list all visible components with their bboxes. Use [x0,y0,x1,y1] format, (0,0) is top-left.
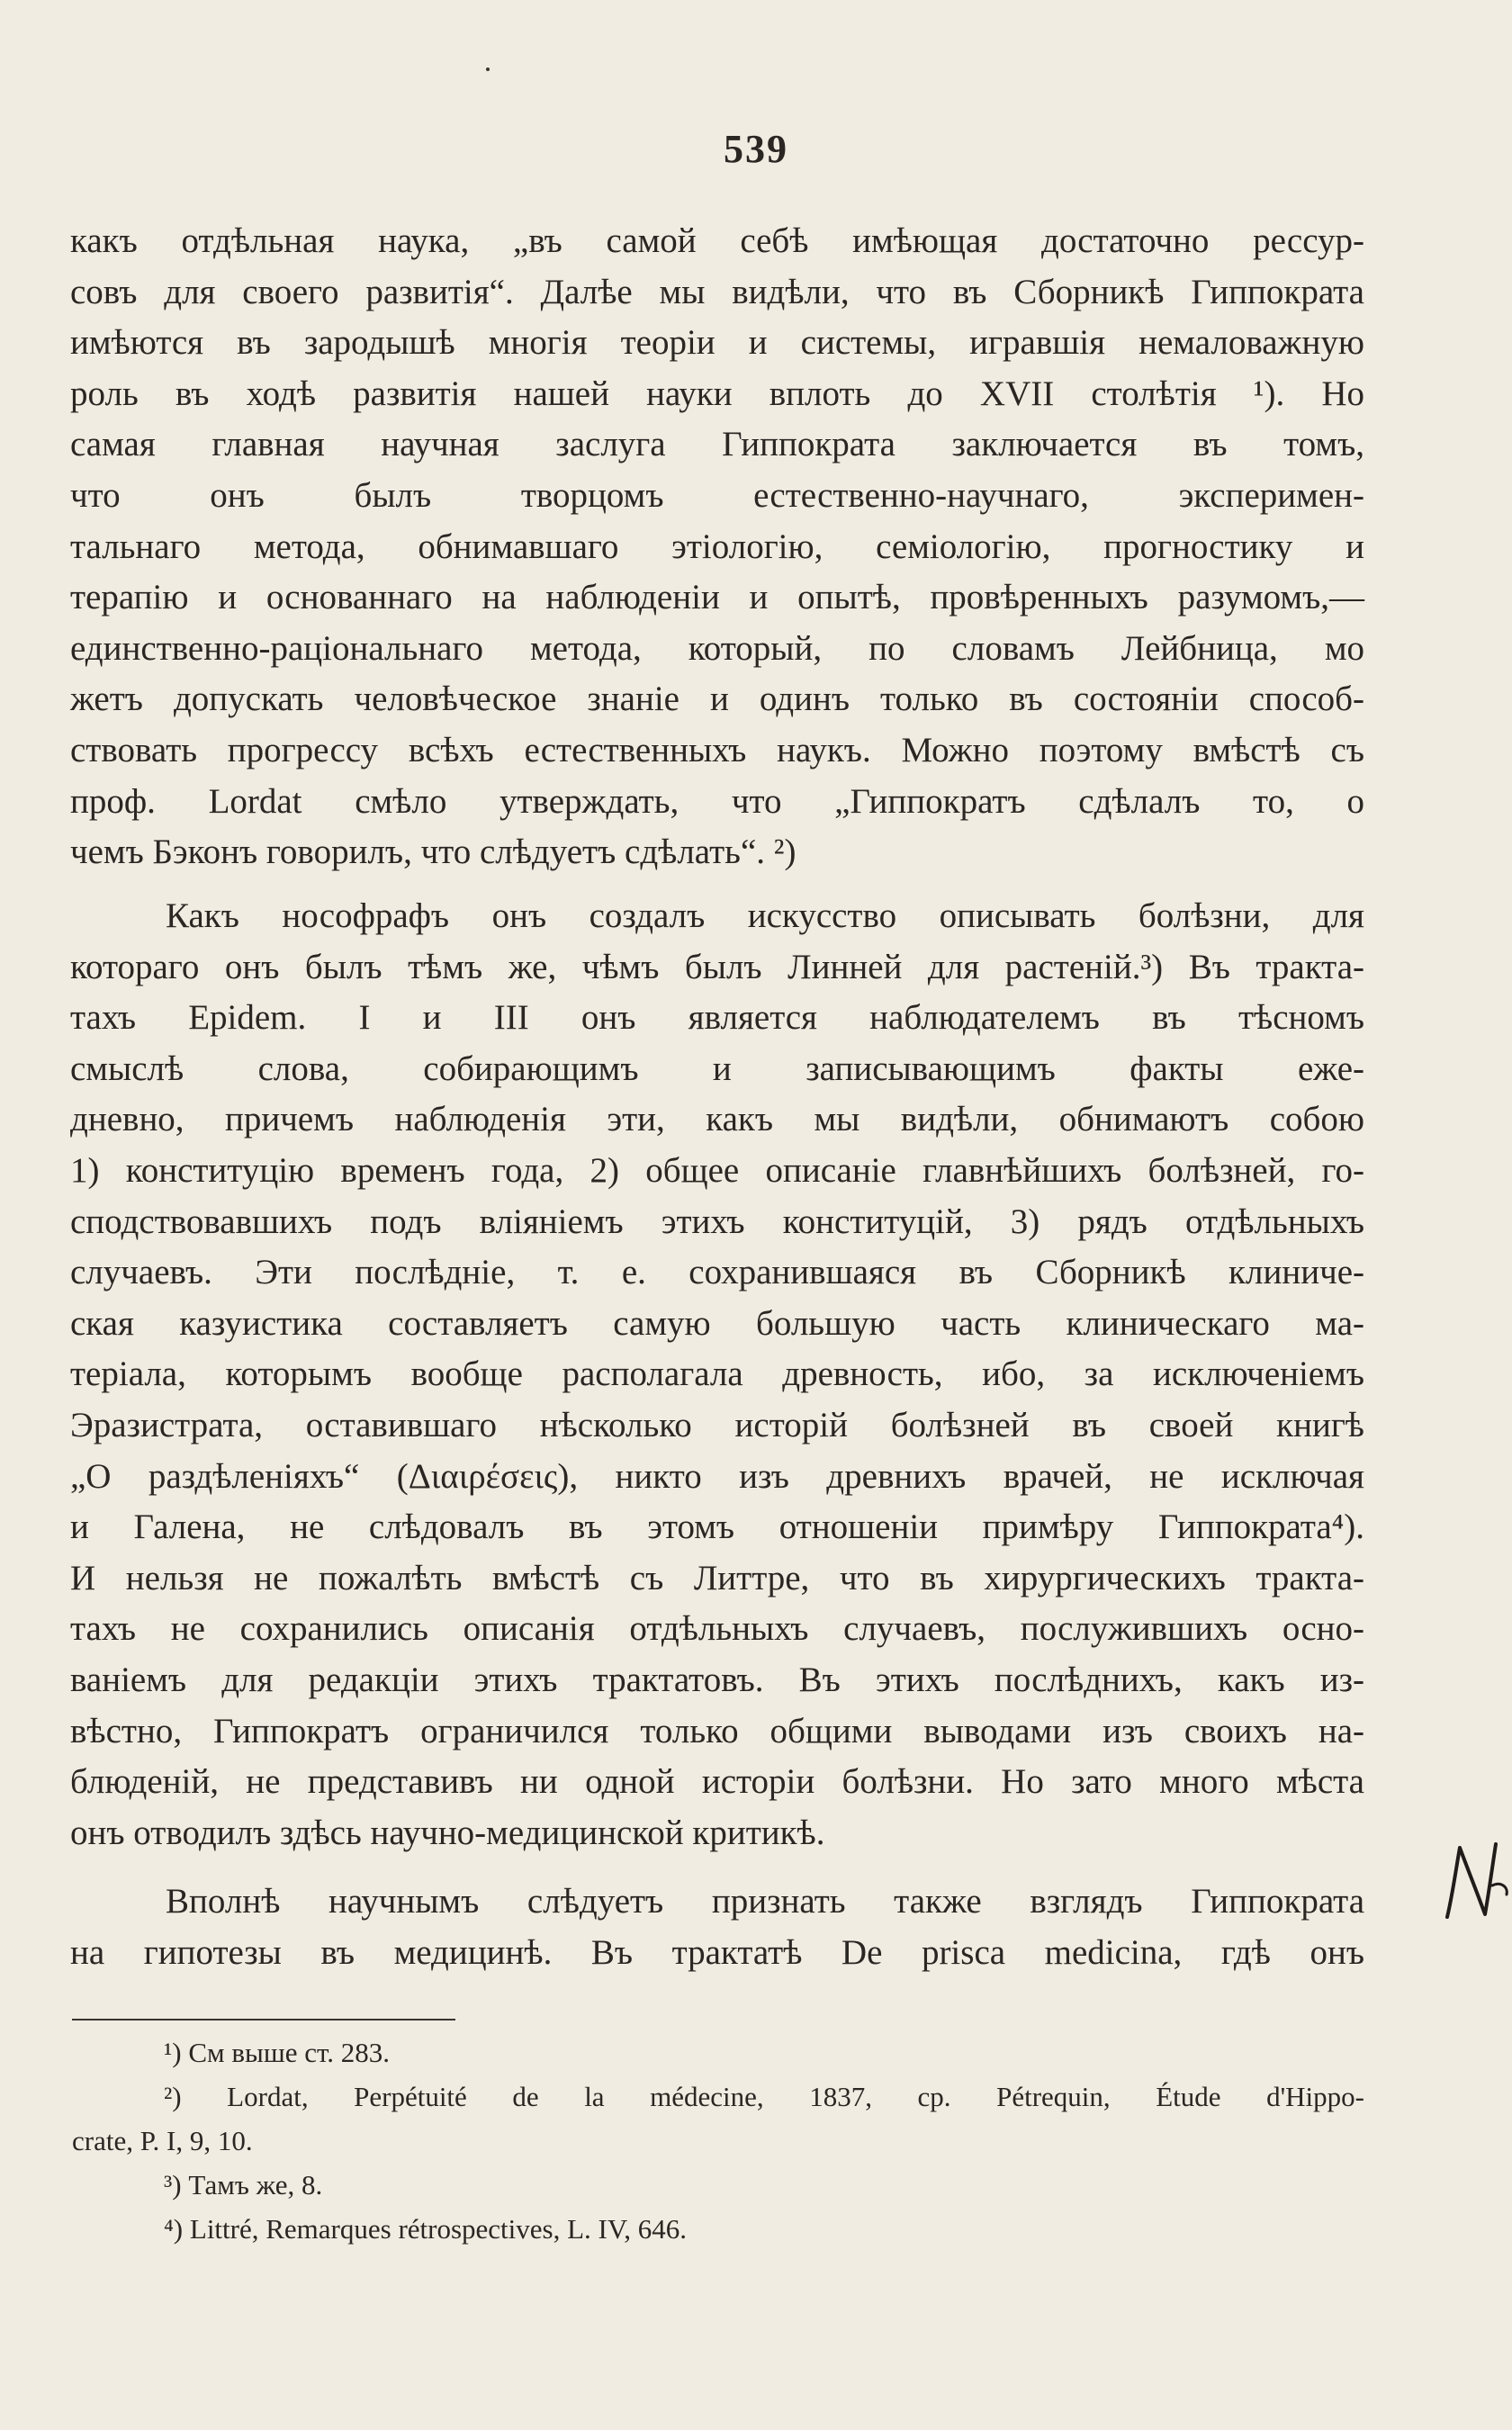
text-line: блюденій, не представивъ ни одной исторіи болѣзни. Но зато много мѣста [70,1762,1364,1802]
handwritten-margin-mark [1438,1832,1512,1930]
text-line: роль въ ходѣ развитія нашей науки вплоть до XVII столѣтія ¹). Но [70,374,1364,413]
text-line: Какъ нософрафъ онъ создалъ искусство описывать болѣзни, для [166,896,1364,935]
text-line: самая главная научная заслуга Гиппократа заключается въ томъ, [70,425,1364,464]
text-line: ствовать прогрессу всѣхъ естественныхъ наукъ. Можно поэтому вмѣстѣ съ [70,730,1364,770]
text-line: ская казуистика составляетъ самую большую часть клиническаго ма- [70,1303,1364,1343]
text-line: сподствовавшихъ подъ вліяніемъ этихъ конституцій, 3) рядъ отдѣльныхъ [70,1202,1364,1241]
text-line: „О раздѣленіяхъ“ (Διαιρέσεις), никто изъ древнихъ врачей, не исключая [70,1456,1364,1496]
paragraph-3 [70,1876,1364,1978]
footnote-1: ¹) См выше ст. 283. [164,2037,390,2068]
footnote-3: ³) Тамъ же, 8. [164,2169,323,2200]
paragraph-2 [70,891,1364,1858]
text-line: тахъ не сохранились описанія отдѣльныхъ случаевъ, послужившихъ осно- [70,1609,1364,1649]
paragraph-1 [70,216,1364,878]
text-line: терапію и основаннаго на наблюденіи и опытѣ, провѣренныхъ разумомъ,— [70,578,1364,617]
text-line: чемъ Бэконъ говорилъ, что слѣдуетъ сдѣлать“. ²) [70,832,796,872]
text-line: вѣстно, Гиппократъ ограничился только общими выводами изъ своихъ на- [70,1711,1364,1750]
footnote-4: ⁴) Littré, Remarques rétrospectives, L. IV, 646. [164,2213,687,2245]
text-line: Эразистрата, оставившаго нѣсколько исторій болѣзней въ своей книгѣ [70,1405,1364,1444]
page-number: 539 [724,127,788,171]
text-line: тальнаго метода, обнимавшаго этіологію, семіологію, прогностику и [70,526,1364,566]
ink-speck [486,68,490,71]
text-line: 1) конституцію временъ года, 2) общее описаніе главнѣйшихъ болѣзней, го- [70,1150,1364,1190]
text-line: дневно, причемъ наблюденія эти, какъ мы видѣли, обнимаютъ собою [70,1100,1364,1139]
text-line: проф. Lordat смѣло утверждать, что „Гиппократъ сдѣлалъ то, о [70,781,1364,821]
text-line: смыслѣ слова, собирающимъ и записывающимъ факты еже- [70,1048,1364,1088]
text-line: и Галена, не слѣдовалъ въ этомъ отношеніи примѣру Гиппократа⁴). [70,1508,1364,1547]
text-line: теріала, которымъ вообще располагала древность, ибо, за исключеніемъ [70,1354,1364,1394]
text-line: совъ для своего развитія“. Далѣе мы видѣли, что въ Сборникѣ Гиппократа [70,272,1364,311]
text-line: И нельзя не пожалѣть вмѣстѣ съ Литтре, что въ хирургическихъ тракта- [70,1558,1364,1598]
text-line: тахъ Epidem. I и III онъ является наблюдателемъ въ тѣсномъ [70,998,1364,1038]
text-line: имѣются въ зародышѣ многія теоріи и системы, игравшія немаловажную [70,323,1364,363]
footnotes [72,2030,1364,2251]
text-line: какъ отдѣльная наука, „въ самой себѣ имѣющая достаточно рессур- [70,221,1364,260]
text-line: котораго онъ былъ тѣмъ же, чѣмъ былъ Линней для растеній.³) Въ тракта- [70,947,1364,986]
text-line: единственно-раціональнаго метода, который, по словамъ Лейбница, мо [70,628,1364,668]
text-line: онъ отводилъ здѣсь научно-медицинской критикѣ. [70,1813,825,1852]
text-line: ваніемъ для редакціи этихъ трактатовъ. Въ этихъ послѣднихъ, какъ из- [70,1660,1364,1699]
text-line: на гипотезы въ медицинѣ. Въ трактатѣ De prisca medicina, гдѣ онъ [70,1932,1364,1972]
text-line: случаевъ. Эти послѣдніе, т. е. сохранившаяся въ Сборникѣ клиниче- [70,1253,1364,1292]
text-line: жетъ допускать человѣческое знаніе и одинъ только въ состояніи способ- [70,680,1364,719]
footnote-divider [72,2019,455,2020]
footnote-2: ²) Lordat, Perpétuité de la médecine, 1837, cp. Pétrequin, Étude d'Hippo- [164,2081,1364,2112]
footnote-2-continuation: crate, P. I, 9, 10. [72,2125,253,2156]
text-line: Вполнѣ научнымъ слѣдуетъ признать также взглядъ Гиппократа [166,1882,1364,1921]
text-line: что онъ былъ творцомъ естественно-научнаго, эксперимен- [70,475,1364,515]
